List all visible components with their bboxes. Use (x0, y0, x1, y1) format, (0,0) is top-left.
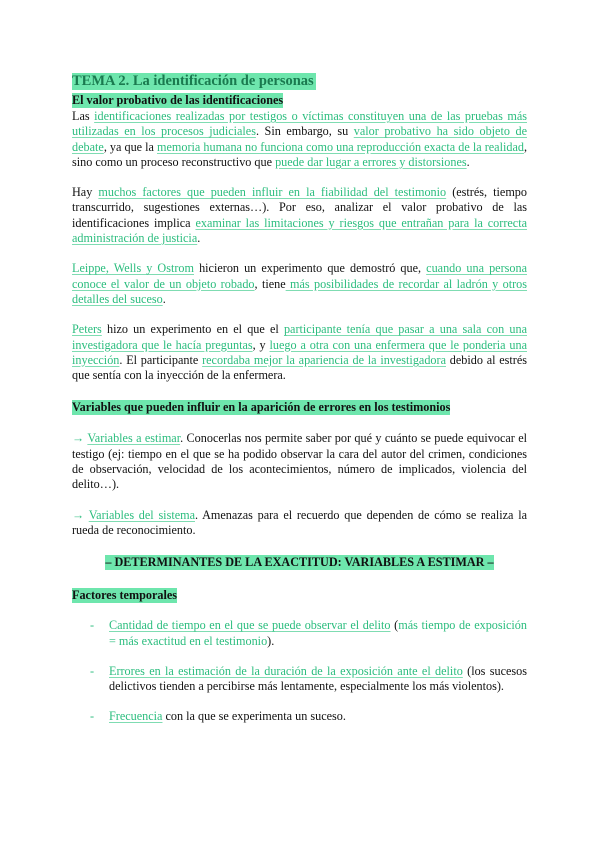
paragraph-peters (72, 322, 527, 383)
section-heading-temporales (72, 586, 527, 604)
highlight-link: Leippe, Wells y Ostrom (72, 261, 194, 276)
section-heading-variables (72, 398, 527, 416)
text: ( (390, 618, 399, 633)
text: . (466, 154, 470, 169)
highlight-link: muchos factores que pueden influir en la fiabilidad del testimonio (98, 185, 447, 200)
text: . Conocerlas nos permite saber por qué y cuánto se puede equivocar el testigo (ej: tiempo en el que se ha podido observar la cara del autor del crimen, condiciones de observación, velocidad de los acontecimientos, número de implicados, violencia del delito…). (72, 431, 528, 492)
highlight-link: Peters (72, 322, 102, 337)
list-item (72, 664, 527, 695)
highlight-link: cuando una persona conoce el valor de un objeto robado (72, 261, 527, 291)
highlight-link: luego a otra con una enfermera que le ponderia una inyección (72, 337, 527, 367)
text: hizo un experimento en el que el (101, 322, 284, 337)
paragraph-variables-sistema (72, 508, 527, 539)
list-item (72, 709, 527, 724)
highlight-link: puede dar lugar a errores y distorsiones (275, 154, 467, 169)
highlight-link: Variables a estimar (87, 431, 181, 446)
text: . Amenazas para el recuerdo que dependen de cómo se realiza la rueda de reconocimiento. (72, 507, 528, 537)
factors-list (72, 618, 527, 724)
highlight-link: memoria humana no funciona como una reproducción exacta de la realidad (157, 139, 524, 154)
arrow-icon: → (72, 431, 88, 446)
highlight-link: más posibilidades de recordar al ladrón y otros detalles del suceso (72, 276, 528, 306)
highlight-link: examinar las limitaciones y riesgos que entrañan para la correcta administración de justicia (72, 215, 527, 246)
paragraph-factors (72, 185, 527, 246)
heading-variables-errores: Variables que pueden influir en la aparición de errores en los testimonios (72, 400, 451, 415)
heading-determinantes: – DETERMINANTES DE LA EXACTITUD: VARIABLES A ESTIMAR – (105, 555, 494, 570)
heading-valor-probativo: El valor probativo de las identificaciones (72, 93, 284, 107)
page-title: TEMA 2. La identificación de personas (72, 73, 314, 89)
highlight-text: más tiempo de exposición = más exactitud en el testimonio (109, 618, 527, 648)
text: , ya que la (103, 139, 157, 154)
highlight-link: Cantidad de tiempo en el que se puede observar el delito (109, 618, 391, 633)
text: . Sin embargo, su (255, 124, 354, 139)
section-heading-probative (72, 91, 527, 109)
highlight-link: recordaba mejor la apariencia de la investigadora (202, 352, 446, 367)
list-item (72, 618, 527, 649)
section-heading-determinantes (72, 553, 527, 571)
text: ). (267, 633, 275, 648)
dash-bullet-icon: - (90, 709, 95, 724)
text: . (162, 291, 166, 306)
text: , sino como un proceso reconstructivo que (72, 139, 527, 169)
highlight-link: valor probativo ha sido objeto de debate (72, 124, 527, 154)
highlight-link: identificaciones realizadas por testigos o víctimas constituyen una de las pruebas más utilizadas en los procesos judiciales (72, 109, 527, 139)
text: (estrés, tiempo transcurrido, sugestiones externas…). Por eso, analizar el valor probativo de las identificaciones implica (72, 185, 527, 230)
text: Las (72, 109, 95, 123)
highlight-link: Frecuencia (109, 709, 163, 724)
document-content (72, 72, 527, 725)
highlight-link: participante tenía que pasar a una sala con una investigadora que le hacía preguntas (72, 322, 527, 352)
paragraph-variables-estimar (72, 431, 527, 492)
dash-bullet-icon: - (90, 663, 95, 678)
text: Hay (72, 185, 99, 200)
paragraph-intro (72, 109, 527, 170)
text: . (197, 231, 201, 246)
highlight-link: Variables del sistema (88, 507, 195, 522)
text: , y (252, 337, 270, 352)
dash-bullet-icon: - (90, 618, 95, 633)
paragraph-leippe (72, 261, 527, 307)
text: , tiene (254, 276, 286, 291)
title-row (72, 72, 527, 90)
text: hicieron un experimento que demostró que, (194, 261, 427, 276)
text: con la que se experimenta un suceso. (162, 709, 346, 724)
highlight-link: Errores en la estimación de la duración de la exposición ante el delito (109, 663, 463, 678)
text: (los sucesos delictivos tienden a percibirse más lentamente, especialmente los más violentos). (109, 663, 527, 694)
arrow-icon: → (72, 507, 89, 522)
heading-factores-temporales: Factores temporales (72, 588, 178, 603)
text: . El participante (119, 352, 203, 367)
text: debido al estrés que sentía con la inyección de la enfermera. (72, 352, 528, 383)
